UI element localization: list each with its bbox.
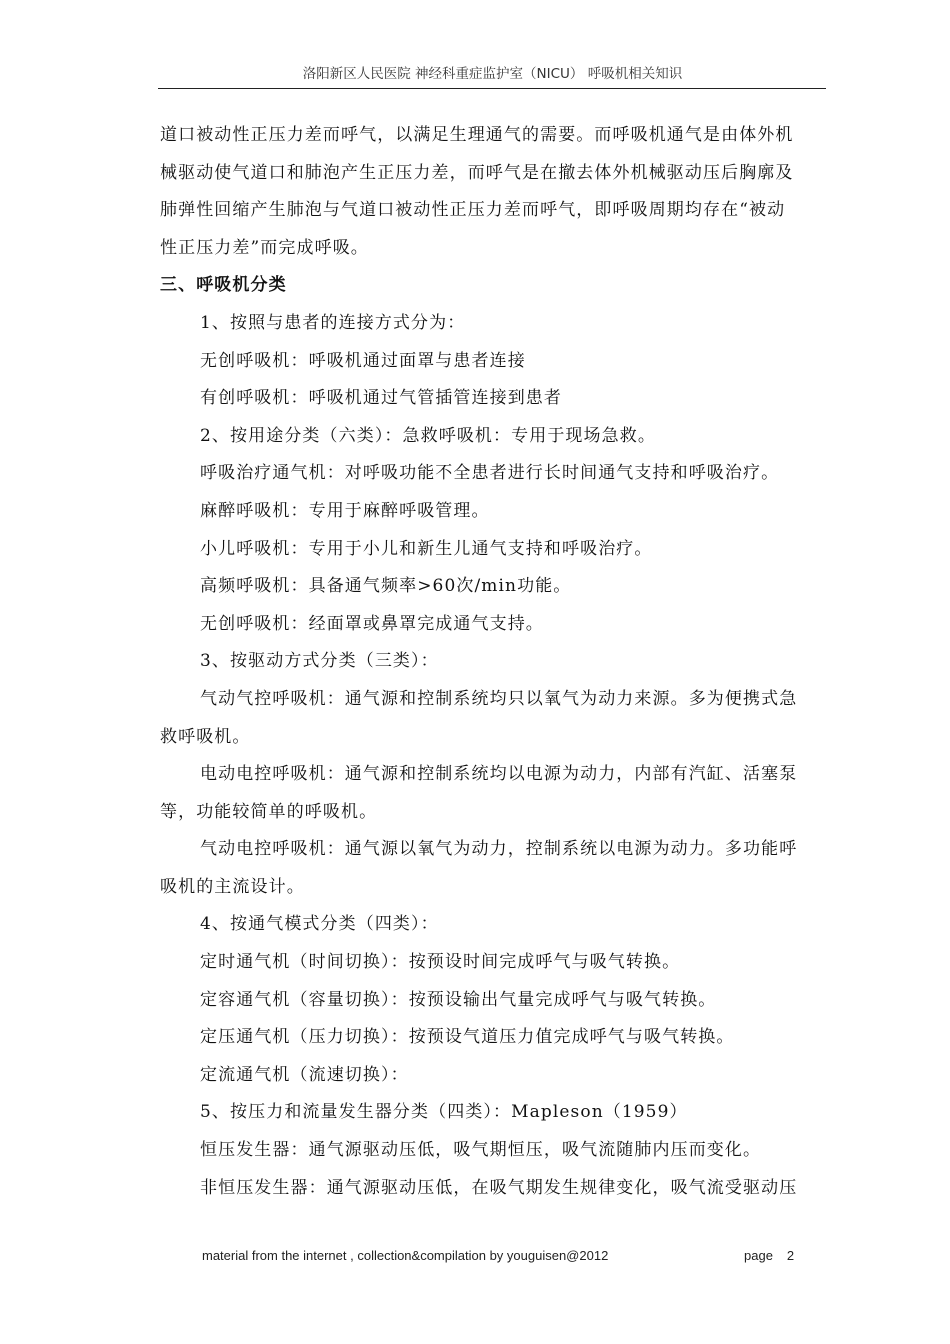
paragraph-line: 械驱动使气道口和肺泡产生正压力差，而呼气是在撤去体外机械驱动压后胸廓及: [160, 162, 794, 183]
list-item: 非恒压发生器：通气源驱动压低，在吸气期发生规律变化，吸气流受驱动压: [200, 1177, 798, 1198]
paragraph-line: 吸机的主流设计。: [160, 876, 305, 897]
list-item: 无创呼吸机：经面罩或鼻罩完成通气支持。: [200, 613, 544, 634]
list-item: 无创呼吸机：呼吸机通过面罩与患者连接: [200, 350, 526, 371]
list-item: 气动气控呼吸机：通气源和控制系统均只以氧气为动力来源。多为便携式急: [200, 688, 798, 709]
page-header: 洛阳新区人民医院 神经科重症监护室（NICU） 呼吸机相关知识: [302, 66, 683, 82]
header-divider: [158, 88, 826, 89]
page-footer-source: material from the internet , collection&compilation by youguisen@2012: [202, 1248, 609, 1263]
list-item: 定流通气机（流速切换）：: [200, 1064, 409, 1085]
subsection-heading: 1、按照与患者的连接方式分为：: [200, 312, 466, 333]
subsection-heading: 3、按驱动方式分类（三类）：: [200, 651, 439, 672]
subsection-heading: 4、按通气模式分类（四类）：: [200, 914, 439, 935]
page-label: page: [744, 1248, 773, 1263]
paragraph-line: 道口被动性正压力差而呼气，以满足生理通气的需要。而呼吸机通气是由体外机: [160, 125, 794, 145]
document-body: [160, 117, 826, 1207]
page-number-value: 2: [786, 1248, 795, 1263]
list-item: 电动电控呼吸机：通气源和控制系统均以电源为动力，内部有汽缸、活塞泵: [200, 764, 798, 785]
page-number: [744, 1248, 794, 1263]
list-item: 定时通气机（时间切换）：按预设时间完成呼气与吸气转换。: [200, 952, 681, 973]
list-item: 小儿呼吸机：专用于小儿和新生儿通气支持和呼吸治疗。: [200, 538, 653, 559]
list-item: 恒压发生器：通气源驱动压低，吸气期恒压，吸气流随肺内压而变化。: [200, 1140, 762, 1161]
paragraph-line: 性正压力差”而完成呼吸。: [160, 237, 369, 258]
list-item: 高频呼吸机：具备通气频率>60次/min功能。: [200, 576, 572, 597]
paragraph-line: 救呼吸机。: [160, 726, 251, 747]
list-item: 有创呼吸机：呼吸机通过气管插管连接到患者: [200, 388, 562, 409]
list-item: 呼吸治疗通气机：对呼吸功能不全患者进行长时间通气支持和呼吸治疗。: [200, 463, 780, 484]
list-item: 麻醉呼吸机：专用于麻醉呼吸管理。: [200, 500, 490, 521]
list-item: 气动电控呼吸机：通气源以氧气为动力，控制系统以电源为动力。多功能呼: [200, 839, 798, 860]
paragraph-line: 等，功能较简单的呼吸机。: [160, 801, 378, 822]
paragraph-line: 肺弹性回缩产生肺泡与气道口被动性正压力差而呼气，即呼吸周期均存在“被动: [160, 200, 786, 221]
section-heading: 三、呼吸机分类: [160, 275, 287, 296]
subsection-heading: 5、按压力和流量发生器分类（四类）：Mapleson（1959）: [200, 1102, 688, 1123]
subsection-heading: 2、按用途分类（六类）：急救呼吸机：专用于现场急救。: [200, 425, 656, 446]
list-item: 定容通气机（容量切换）：按预设输出气量完成呼气与吸气转换。: [200, 989, 717, 1010]
list-item: 定压通气机（压力切换）：按预设气道压力值完成呼气与吸气转换。: [200, 1027, 735, 1048]
